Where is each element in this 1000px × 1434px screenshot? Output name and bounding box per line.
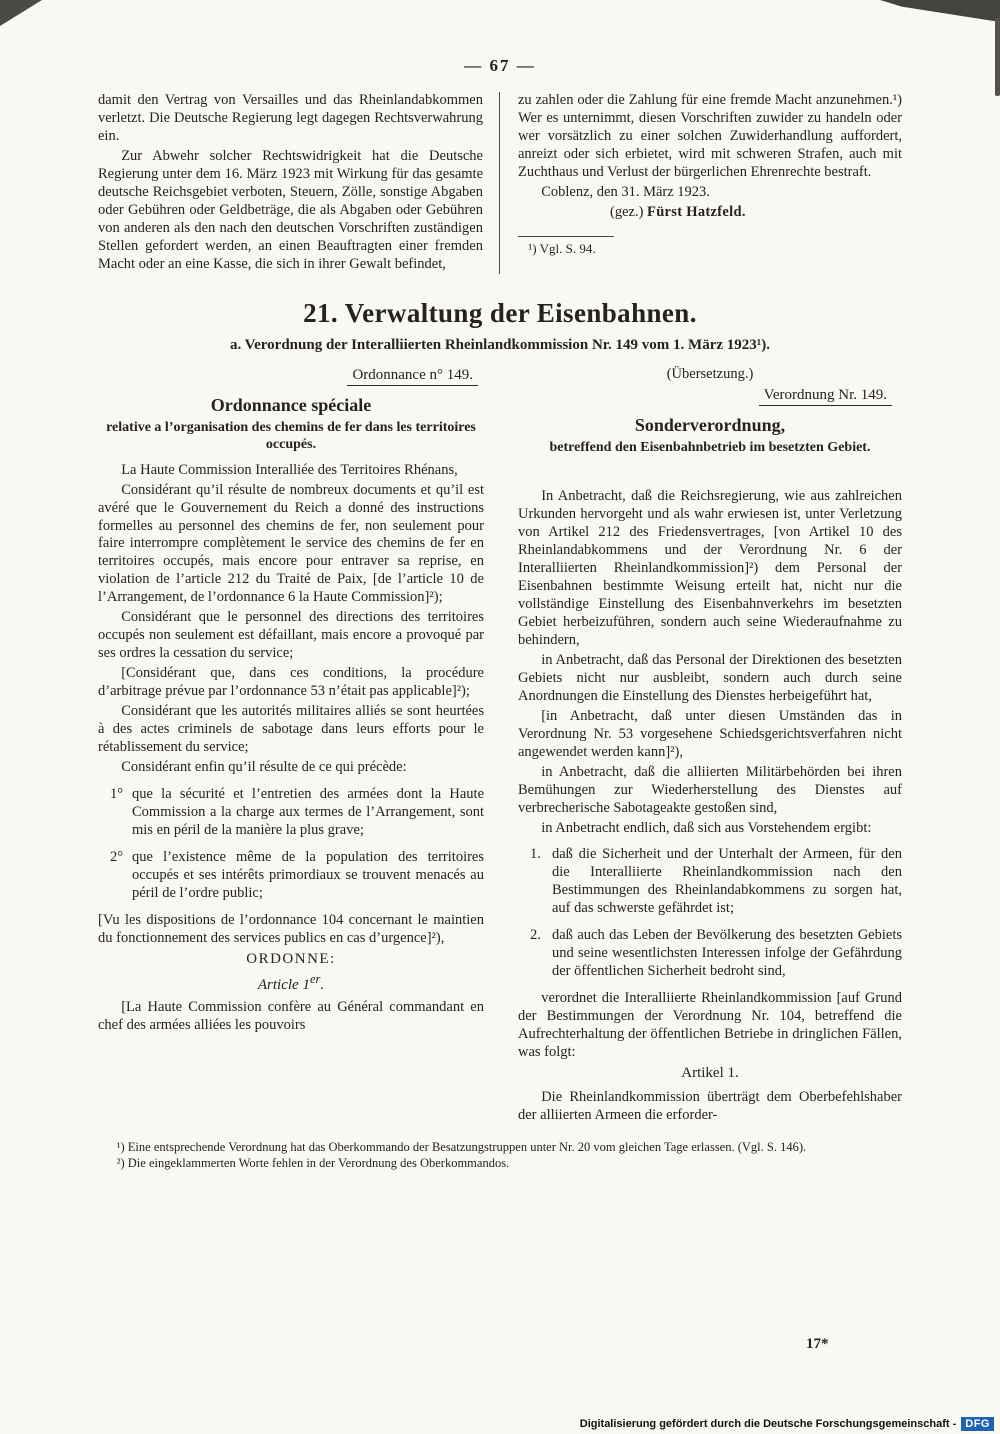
list-item — [518, 846, 902, 918]
paragraph: Die Rheinlandkommission überträgt dem Oberbefehlshaber der alliierten Armeen die erforder- — [518, 1088, 902, 1123]
signature-prefix: (gez.) — [610, 203, 648, 220]
article-heading-text: Article 1 — [257, 977, 310, 994]
signature-name: Fürst Hatzfeld. — [647, 203, 746, 220]
paragraph: Zur Abwehr solcher Rechtswidrigkeit hat die Deutsche Regierung unter dem 16. März 1923 mit Wirkung für das gesamte deutsche Reichsgebiet verboten, Steuern, Zölle, sonstige Abgaben oder Gebühren oder Geldbeträge, die als Abgaben oder Gebühren von anderen als den nach den deutschen Vorschriften zuständigen Stellen gefordert werden, an einen Beauftragten einer fremden Macht oder an eine Kasse, die sich in ihrer Gewalt befindet, — [98, 147, 483, 272]
paragraph: Considérant qu’il résulte de nombreux documents et qu’il est avéré que le Gouvernement du Reich a donné des instructions formelles au personnel des chemins de fer, non seulement pour faire interrompre complètement le service des chemins de fer en territoires occupés, mais encore pour entraver sa reprise, en violation de l’article 212 du Traité de Paix, [de l’article 10 de l’Arrangement, de l’ordonnance 6 la Haute Commission]²); — [98, 481, 484, 606]
prelude-left-column — [98, 92, 500, 274]
translation-note: (Übersetzung.) — [666, 365, 754, 382]
list-marker: 1° — [110, 786, 124, 803]
french-ordinance-number — [98, 366, 484, 387]
prelude-section — [98, 92, 902, 274]
digitization-credit — [580, 1417, 994, 1431]
paragraph: La Haute Commission Interalliée des Territoires Rhénans, — [121, 461, 458, 478]
dfg-logo: DFG — [961, 1417, 994, 1431]
artikel-heading: Artikel 1. — [681, 1065, 739, 1082]
french-title: Ordonnance spéciale — [210, 395, 372, 416]
paragraph: verordnet die Interalliierte Rheinlandkommission [auf Grund der Bestimmungen der Verordnung Nr. 104, betreffend die Aufrechterhaltung der öffentlichen Betriebe in dringlichen Fällen, was folgt: — [518, 990, 902, 1061]
list-text: que la sécurité et l’entretien des armées dont la Haute Commission a la charge aux termes de l’Arrangement, sont mis en péril de la manière la plus grave; — [132, 786, 484, 838]
paragraph: [Vu les dispositions de l’ordonnance 104 concernant le maintien du fonctionnement des services publics en cas d’urgence]²), — [98, 911, 484, 946]
paragraph: damit den Vertrag von Versailles und das Rheinlandabkommen verletzt. Die Deutsche Regierung legt dagegen Rechtsverwahrung ein. — [98, 92, 483, 144]
french-ordinance-number-label: Ordonnance n° 149. — [347, 366, 478, 387]
paragraph: Considérant que le personnel des directions des territoires occupés non seulement est défaillant, mais encore a provoqué par ses ordres la cessation du service; — [98, 609, 484, 662]
french-body — [98, 462, 484, 1035]
page-footnotes — [98, 1139, 902, 1171]
german-subtitle: betreffend den Eisenbahnbetrieb im besetzten Gebiet. — [549, 439, 871, 455]
paragraph: Considérant que les autorités militaires alliés se sont heurtées à des actes criminels de sabotage dans leurs efforts pour le rétablissement du service; — [98, 703, 484, 756]
paragraph: in Anbetracht, daß die alliierten Militärbehörden bei ihren Bemühungen zur Wiederherstellung des Dienstes auf verbrecherische Sabotageakte gestoßen sind, — [518, 763, 902, 816]
french-column — [98, 366, 500, 1125]
german-column — [500, 366, 902, 1125]
section-heading: 21. Verwaltung der Eisenbahnen. — [303, 297, 697, 328]
article-heading — [98, 972, 484, 995]
paragraph: Considérant enfin qu’il résulte de ce qui précède: — [121, 759, 407, 776]
list-text: daß auch das Leben der Bevölkerung des besetzten Gebiets und seine wesentlichsten Interessen infolge der Gefährdung der öffentlichen Sicherheit bedroht sind, — [552, 927, 902, 980]
article-heading-superscript: er — [309, 972, 321, 987]
german-title: Sonderverordnung, — [634, 415, 786, 436]
scan-artifact-right-edge — [995, 18, 1000, 96]
german-body — [518, 488, 902, 1125]
list-marker: 2. — [530, 927, 541, 944]
list-marker: 1. — [530, 846, 541, 863]
digitization-credit-text: Digitalisierung gefördert durch die Deutsche Forschungsgemeinschaft - — [579, 1418, 957, 1430]
dateline: Coblenz, den 31. März 1923. — [541, 183, 710, 200]
list-text: daß die Sicherheit und der Unterhalt der Armeen, für den die Interalliierte Rheinlandkommission nach den Bestimmungen des Rheinlandabkommens zu sorgen hat, auf das schwerste gefährdet ist; — [552, 846, 902, 917]
list-item — [518, 927, 902, 981]
section-subheading: a. Verordnung der Interalliierten Rheinlandkommission Nr. 149 vom 1. März 1923¹). — [229, 336, 771, 353]
footnote-separator-rule — [518, 236, 614, 237]
article-heading-period: . — [320, 977, 325, 994]
paragraph: in Anbetracht, daß das Personal der Direktionen des besetzten Gebiets nicht nur ausbleibt, sondern auch durch seine Anordnungen die Einstellung des Dienstes herbeigeführt hat, — [518, 651, 902, 704]
german-ordinance-number-label: Verordnung Nr. 149. — [759, 386, 892, 407]
paragraph: [La Haute Commission confère au Général commandant en chef des armées alliées les pouvoirs — [98, 999, 484, 1033]
paragraph: [Considérant que, dans ces conditions, la procédure d’arbitrage prévue par l’ordonnance 53 n’était pas applicable]²); — [98, 665, 484, 700]
german-ordinance-number — [518, 386, 902, 407]
paragraph: in Anbetracht endlich, daß sich aus Vorstehendem ergibt: — [541, 819, 872, 836]
paragraph: In Anbetracht, daß die Reichsregierung, wie aus zahlreichen Urkunden hervorgeht und als wahr erwiesen ist, unter Verletzung von Artikel 212 des Friedensvertrages, [von Artikel 10 des Rheinlandabkommens und der Verordnung Nr. 6 der Interalliierten Rheinlandkommission]²) dem Personal der Eisenbahnen bestimmte Weisung erteilt hat, nicht nur die vollständige Einstellung des Eisenbahnverkehrs im besetzten Gebiet herbeizuführen, sondern auch seine Wiederaufnahme zu behindern, — [518, 488, 902, 648]
ordinance-section — [98, 366, 902, 1125]
list-text: que l’existence même de la population des territoires occupés et ses intérêts primordiaux se trouvent menacés au péril de l’ordre public; — [132, 848, 484, 901]
prelude-right-column — [500, 92, 902, 274]
french-subtitle: relative a l’organisation des chemins de fer dans les territoires occupés. — [106, 419, 476, 453]
footnote-reference: ¹) Vgl. S. 94. — [528, 240, 596, 256]
footnote: ¹) Eine entsprechende Verordnung hat das Oberkommando der Besatzungstruppen unter Nr. 20 vom gleichen Tage erlassen. (Vgl. S. 146). — [116, 1139, 807, 1154]
signature-line — [610, 204, 902, 222]
list-item — [98, 786, 484, 840]
list-item — [98, 849, 484, 903]
paragraph: zu zahlen oder die Zahlung für eine fremde Macht anzunehmen.¹) Wer es unternimmt, diesen Vorschriften zuwider zu handeln oder wer vorsätzlich zu einer solchen Zuwiderhandlung auffordert, anreizt oder sich erbietet, wird mit schweren Strafen, auch mit Zuchthaus und Verlust der bürgerlichen Ehrenrechte bestraft. — [518, 92, 902, 180]
footnote: ²) Die eingeklammerten Worte fehlen in der Verordnung des Oberkommandos. — [116, 1155, 510, 1170]
ordonne-heading: ORDONNE: — [246, 950, 336, 967]
paragraph: [in Anbetracht, daß unter diesen Umständen das in Verordnung Nr. 53 vorgesehene Schiedsgerichtsverfahren nicht angewendet werden kann]²), — [518, 707, 902, 760]
list-marker: 2° — [110, 848, 124, 865]
printer-signature-mark: 17* — [806, 1336, 829, 1352]
page-number: — 67 — — [464, 56, 536, 75]
